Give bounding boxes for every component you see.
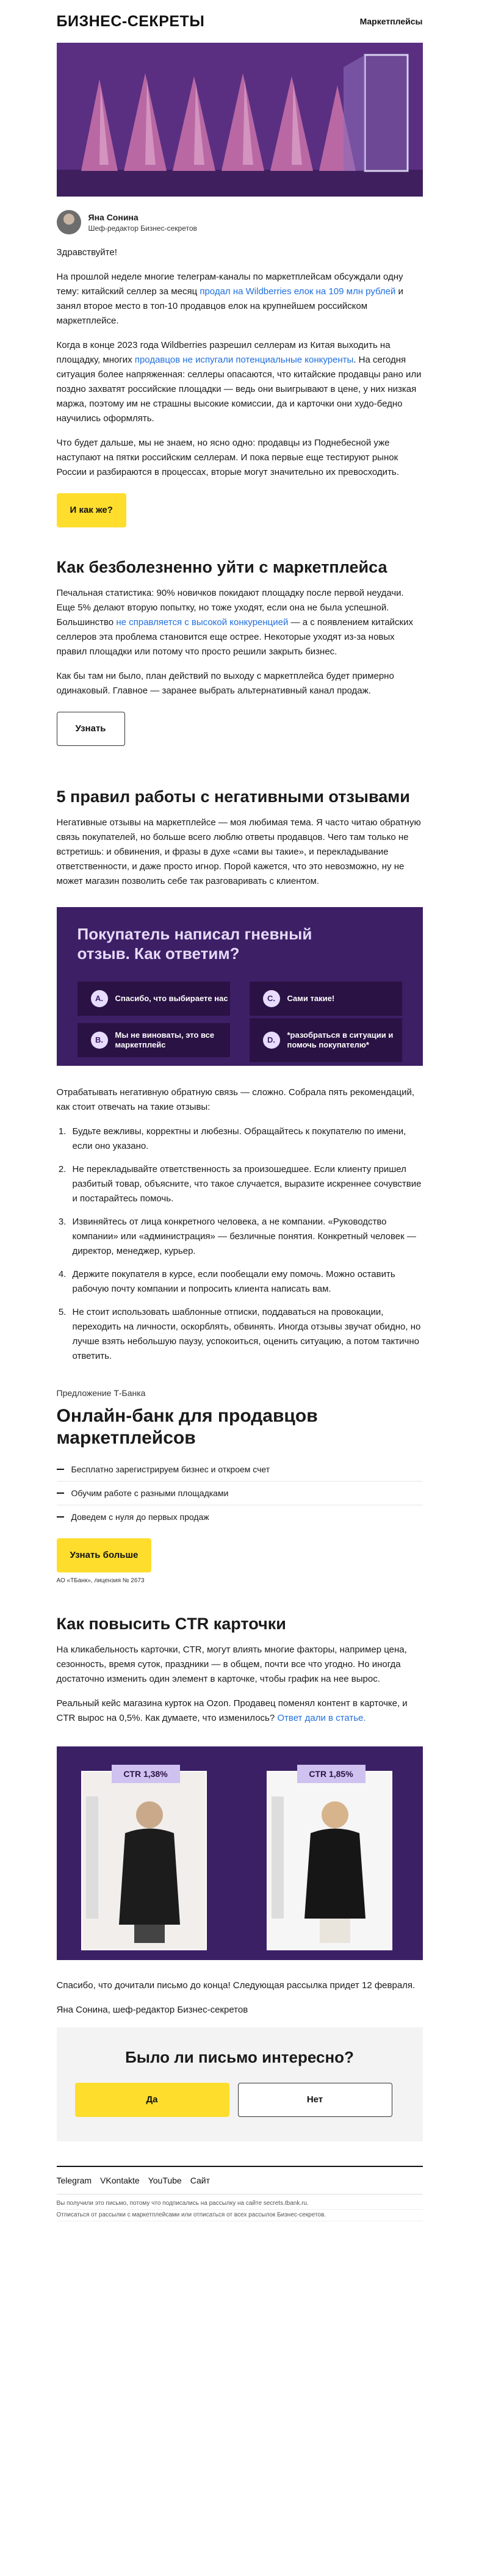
footer-link-vkontakte[interactable]: VKontakte xyxy=(100,2176,140,2185)
banner-title: Покупатель написал гневный отзыв. Как ответим? xyxy=(77,925,312,963)
section3-paragraph-2 xyxy=(57,1696,423,1726)
rule-item: 3. Извиняйтесь от лица конкретного человека, а не компании. «Руководство компании» или «администрация» — безличные понятия. Конкретный человек — директор, менеджер, курьер. xyxy=(69,1215,423,1259)
footer-link-youtube[interactable]: YouTube xyxy=(148,2176,182,2185)
banner-option-d xyxy=(250,1018,402,1062)
rule-item: 1. Будьте вежливы, корректны и любезны. Обращайтесь к покупателю по имени, если оно указано. xyxy=(69,1124,423,1154)
rule-item: 4. Держите покупателя в курсе, если пообещали ему помочь. Можно оставить рабочую почту компании и попросить клиента написать вам. xyxy=(69,1267,423,1297)
author-info xyxy=(88,212,197,233)
footer-links xyxy=(57,2176,423,2185)
section2-paragraph-2: Отрабатывать негативную обратную связь — сложно. Собрала пять рекомендаций, как стоит отвечать на такие отзывы: xyxy=(56,1087,415,1112)
author-role: Шеф-редактор Бизнес-секретов xyxy=(88,223,197,233)
promo-item-text: Доведем с нуля до первых продаж xyxy=(71,1512,209,1522)
promo-item xyxy=(57,1505,423,1529)
option-b-text: Мы не виноваты, это все маркетплейс xyxy=(115,1030,215,1049)
promo-legal: АО «ТБанк», лицензия № 2673 xyxy=(56,1577,145,1584)
product-card-after xyxy=(267,1771,392,1950)
footer-note-unsubscribe[interactable]: Отписаться от рассылки с маркетплейсами или отписаться от всех рассылок Бизнес-секретов. xyxy=(57,2210,423,2221)
outro-paragraph: Спасибо, что дочитали письмо до конца! Следующая рассылка придет 12 февраля. xyxy=(56,1980,416,1991)
jacket-photo-before xyxy=(82,1772,206,1949)
author-name: Яна Сонина xyxy=(88,212,139,222)
section3-answer-link[interactable]: Ответ дали в статье. xyxy=(277,1713,366,1723)
email-content xyxy=(57,0,423,2221)
survey-buttons xyxy=(75,2083,405,2117)
ctr-badge-before: CTR 1,38% xyxy=(112,1765,180,1783)
section1-learn-button[interactable]: Узнать xyxy=(57,712,125,746)
ctr-badge-after: CTR 1,85% xyxy=(297,1765,366,1783)
intro-p1-text-a: На прошлой неделе многие телеграм-каналы по маркетплейсам обсуждали одну тему: китайский селлер за месяц xyxy=(56,272,403,297)
intro-p1-text-b: и занял второе место в топ-10 продавцов елок на крупнейшем российском маркетплейсе. xyxy=(56,286,403,326)
option-c-text: Сами такие! xyxy=(287,994,335,1003)
option-c-letter: C. xyxy=(263,990,280,1007)
dash-icon xyxy=(57,1492,64,1494)
author-block xyxy=(57,197,423,245)
intro-p2-text-b: . На сегодня ситуация более напряженная: селлеры опасаются, что китайские продавцы рано или поздно захватят российские площадки — ведь они выигрывают в цене, у них низкая маржа, поэтому им не страшны высокие комиссии, да и карточки они худо-бедно научились оформлять. xyxy=(56,355,422,424)
nav-link-marketplaces[interactable]: Маркетплейсы xyxy=(359,16,423,26)
footer-link-site[interactable]: Сайт xyxy=(190,2176,211,2185)
promo-item xyxy=(57,1482,423,1505)
section1-paragraph-2: Как бы там ни было, план действий по выходу с маркетплейса будет примерно одинаковый. Главное — заранее выбрать альтернативный канал продаж. xyxy=(56,671,394,696)
promo-item xyxy=(57,1458,423,1482)
product-card-before xyxy=(81,1771,207,1950)
footer-note-subscription: Вы получили это письмо, потому что подписались на рассылку на сайте secrets.tbank.ru. xyxy=(57,2198,423,2210)
intro-p1-link[interactable]: продал на Wildberries елок на 109 млн рублей xyxy=(200,286,396,297)
survey-block xyxy=(57,2027,423,2141)
section3-p2-text: Реальный кейс магазина курток на Ozon. Продавец поменял контент в карточке, и CTR вырос на 0,5%. Как думаете, что изменилось? xyxy=(56,1698,408,1723)
logo[interactable]: БИЗНЕС-СЕКРЕТЫ xyxy=(56,12,205,30)
hero-trees-illustration xyxy=(57,43,423,197)
header xyxy=(57,0,423,43)
promo-label: Предложение Т-Банка xyxy=(56,1388,146,1398)
signature: Яна Сонина, шеф-редактор Бизнес-секретов xyxy=(56,2005,248,2015)
option-a-letter: A. xyxy=(91,990,108,1007)
rules-list xyxy=(57,1124,423,1364)
banner-option-a xyxy=(77,982,230,1016)
ctr-comparison-image xyxy=(57,1746,423,1960)
jacket-photo-after xyxy=(268,1772,391,1949)
survey-no-button[interactable]: Нет xyxy=(238,2083,392,2117)
section2-paragraph-1: Негативные отзывы на маркетплейсе — моя любимая тема. Я часто читаю обратную связь покупателей, но больше всего люблю ответы продавцов. Чего там только не встретишь: и обвинения, и фразы в духе «сами вы такие», и перекладывание ответственности, и даже просто игнор. Порой кажется, что это невозможно, ну не может магазин позволить себе так разговаривать с клиентом. xyxy=(56,817,421,886)
footer-link-telegram[interactable]: Telegram xyxy=(56,2176,92,2185)
section1-title: Как безболезненно уйти с маркетплейса xyxy=(56,558,387,576)
hero-image xyxy=(57,43,423,197)
promo-block xyxy=(57,1388,423,1584)
greeting: Здравствуйте! xyxy=(56,247,117,258)
section3-title: Как повысить CTR карточки xyxy=(56,1615,286,1633)
section1-link[interactable]: не справляется с высокой конкуренцией xyxy=(116,617,289,628)
survey-yes-button[interactable]: Да xyxy=(75,2083,229,2117)
footer xyxy=(57,2166,423,2221)
footer-note xyxy=(57,2194,423,2221)
section1-paragraph-1 xyxy=(57,586,423,659)
author-avatar xyxy=(57,210,81,234)
option-a-text: Спасибо, что выбираете нас xyxy=(115,994,228,1003)
intro-button[interactable]: И как же? xyxy=(57,493,126,527)
dash-icon xyxy=(57,1516,64,1518)
option-d-text: *разобраться в ситуации и помочь покупателю* xyxy=(287,1030,394,1049)
promo-item-text: Обучим работе с разными площадками xyxy=(71,1488,229,1498)
intro-p2-text-a: Когда в конце 2023 года Wildberries разрешил селлерам из Китая выходить на площадку, многих xyxy=(56,340,391,365)
section2-title: 5 правил работы с негативными отзывами xyxy=(56,787,410,806)
intro-paragraph-3: Что будет дальше, мы не знаем, но ясно одно: продавцы из Поднебесной уже наступают на пятки российским селлерам. И пока первые еще тестируют рынок России и разбираются в процессах, вторые могут значительно их превосходить. xyxy=(56,438,399,477)
dash-icon xyxy=(57,1469,64,1470)
intro-paragraph-2 xyxy=(57,338,423,426)
survey-title: Было ли письмо интересно? xyxy=(125,2048,354,2066)
option-b-letter: B. xyxy=(91,1032,108,1049)
promo-button[interactable]: Узнать больше xyxy=(57,1538,152,1572)
intro-p2-link[interactable]: продавцов не испугали потенциальные конкуренты xyxy=(134,355,354,365)
section1-p1-text-a: Печальная статистика: 90% новичков покидают площадку после первой неудачи. Еще 5% делают вторую попытку, но тоже уходят, если она не была успешной. Большинство xyxy=(56,588,404,628)
section3-paragraph-1: На кликабельность карточки, CTR, могут влиять многие факторы, например цена, сезонность, время суток, праздники — в общем, почти все что угодно. Но иногда достаточно изменить один элемент в карточке, чтобы график на нее вырос. xyxy=(56,1644,407,1684)
banner-option-c xyxy=(250,982,402,1016)
rule-item: 5. Не стоит использовать шаблонные отписки, поддаваться на провокации, переходить на личности, оскорблять, обвинять. Иногда отзывы звучат обидно, но лучше взять небольшую паузу, успокоиться, оценить ситуацию, а потом тактично ответить. xyxy=(69,1305,423,1364)
promo-item-text: Бесплатно зарегистрируем бизнес и откроем счет xyxy=(71,1464,270,1474)
review-quiz-banner xyxy=(57,907,423,1066)
section1-p1-text-b: — а с появлением китайских селлеров эта проблема становится еще острее. Некоторые уходят из-за новых правил площадки или потому что просто решили закрыть бизнес. xyxy=(56,617,413,657)
rule-item: 2. Не перекладывайте ответственность за произошедшее. Если клиенту пришел разбитый товар, объясните, что такое случается, выразите искреннее сочувствие и постарайтесь помочь. xyxy=(69,1162,423,1206)
banner-option-b xyxy=(77,1023,230,1057)
promo-title: Онлайн-банк для продавцов маркетплейсов xyxy=(56,1406,318,1448)
option-d-letter: D. xyxy=(263,1032,280,1049)
intro-paragraph-1 xyxy=(57,270,423,328)
